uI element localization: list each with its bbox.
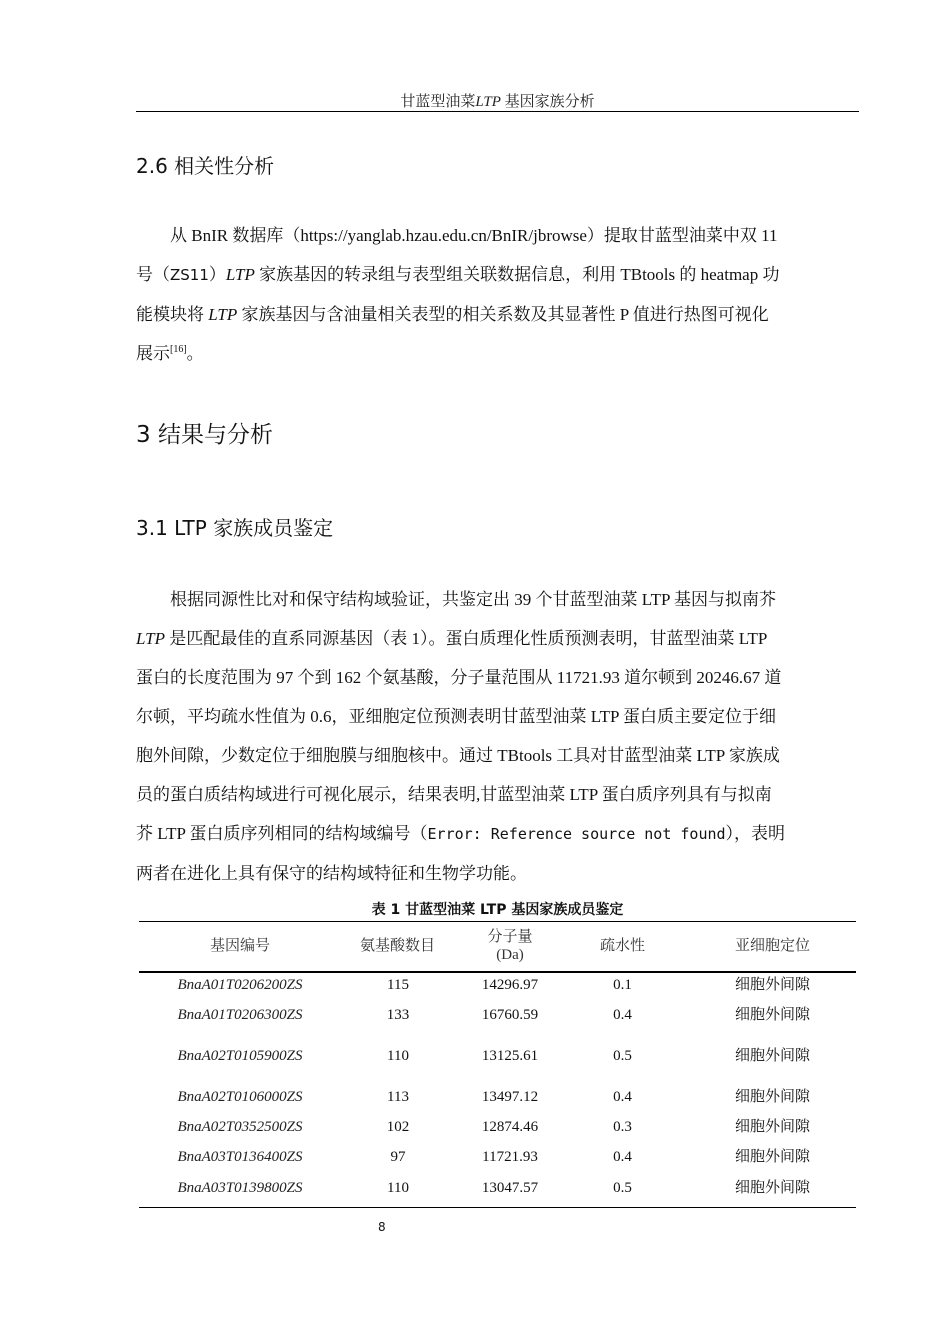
cell-hydrophobicity: 0.5	[613, 1048, 632, 1064]
cell-gene-id: BnaA03T0136400ZS	[177, 1149, 303, 1165]
para-line: 蛋白的长度范围为 97 个到 162 个氨基酸，分子量范围从 11721.93 道尔顿到 20246.67 道	[136, 668, 782, 687]
reference-error-field[interactable]: Error: Reference source not found	[427, 825, 726, 843]
para-line: 能模块将 LTP 家族基因与含油量相关表型的相关系数及其显著性 P 值进行热图可视化	[136, 305, 769, 324]
cell-molecular-weight: 13497.12	[481, 1089, 539, 1105]
cell-amino-acids: 133	[386, 1007, 410, 1023]
cell-molecular-weight: 11721.93	[482, 1149, 538, 1165]
para-line: 尔顿，平均疏水性值为 0.6，亚细胞定位预测表明甘蓝型油菜 LTP 蛋白质主要定位于细	[136, 707, 777, 726]
cell-molecular-weight: 13047.57	[481, 1180, 539, 1196]
para-line: LTP 是匹配最佳的直系同源基因（表 1）。蛋白质理化性质预测表明，甘蓝型油菜 LTP	[136, 629, 768, 648]
para-line: 展示[16]。	[136, 344, 204, 363]
cell-gene-id: BnaA02T0106000ZS	[177, 1089, 303, 1105]
cell-hydrophobicity: 0.1	[613, 977, 632, 993]
cell-location: 细胞外间隙	[734, 977, 810, 993]
column-header-molecular-weight: 分子量 (Da)	[487, 929, 533, 963]
section-3-1-heading: 3.1 LTP 家族成员鉴定	[136, 516, 334, 540]
running-header	[136, 90, 859, 111]
cell-gene-id: BnaA01T0206300ZS	[177, 1007, 303, 1023]
cell-amino-acids: 110	[387, 1180, 409, 1196]
para-line: 胞外间隙，少数定位于细胞膜与细胞核中。通过 TBtools 工具对甘蓝型油菜 LTP 家族成	[136, 746, 780, 765]
para-line: 员的蛋白质结构域进行可视化展示，结果表明,甘蓝型油菜 LTP 蛋白质序列具有与拟南	[136, 785, 772, 804]
column-header-subcellular-location: 亚细胞定位	[734, 938, 810, 954]
cell-amino-acids: 102	[386, 1119, 410, 1135]
cell-amino-acids: 113	[387, 1089, 409, 1105]
header-title-suffix: 基因家族分析	[500, 94, 595, 110]
cell-hydrophobicity: 0.4	[613, 1149, 632, 1165]
cell-amino-acids: 115	[387, 977, 409, 993]
header-title-prefix: 甘蓝型油菜	[400, 94, 476, 110]
cell-hydrophobicity: 0.5	[613, 1180, 632, 1196]
cell-location: 细胞外间隙	[734, 1089, 810, 1105]
section-3-1-paragraph	[136, 580, 859, 893]
cell-location: 细胞外间隙	[734, 1149, 810, 1165]
page-number: 8	[378, 1220, 386, 1234]
para-line: 从 BnIR 数据库（https://yanglab.hzau.edu.cn/BnIR/jbrowse）提取甘蓝型油菜中双 11	[170, 226, 778, 245]
table-bottom-rule	[139, 1207, 856, 1208]
header-rule	[136, 111, 859, 112]
cell-molecular-weight: 13125.61	[481, 1048, 539, 1064]
cell-gene-id: BnaA03T0139800ZS	[177, 1180, 303, 1196]
para-line: 根据同源性比对和保守结构域验证，共鉴定出 39 个甘蓝型油菜 LTP 基因与拟南芥	[170, 590, 777, 609]
cell-molecular-weight: 16760.59	[481, 1007, 539, 1023]
cell-gene-id: BnaA02T0105900ZS	[177, 1048, 303, 1064]
section-3-heading: 3 结果与分析	[136, 422, 273, 448]
para-line: 芥 LTP 蛋白质序列相同的结构域编号（Error: Reference source not found），表明	[136, 824, 786, 843]
para-line: 号（ZS11）LTP 家族基因的转录组与表型组关联数据信息，利用 TBtools 的 heatmap 功	[136, 265, 780, 284]
column-header-hydrophobicity: 疏水性	[599, 938, 645, 954]
cell-location: 细胞外间隙	[734, 1119, 810, 1135]
cell-location: 细胞外间隙	[734, 1048, 810, 1064]
column-header-gene-id: 基因编号	[209, 938, 270, 954]
cell-hydrophobicity: 0.4	[613, 1089, 632, 1105]
cell-gene-id: BnaA01T0206200ZS	[177, 977, 303, 993]
section-2-6-paragraph	[136, 216, 859, 373]
cell-hydrophobicity: 0.4	[613, 1007, 632, 1023]
column-header-amino-acid-count: 氨基酸数目	[359, 938, 435, 954]
cell-amino-acids: 97	[390, 1149, 406, 1165]
table-caption: 表 1 甘蓝型油菜 LTP 基因家族成员鉴定	[371, 902, 624, 918]
zs11-text: ZS11	[170, 266, 209, 284]
cell-location: 细胞外间隙	[734, 1007, 810, 1023]
cell-molecular-weight: 14296.97	[481, 977, 539, 993]
cell-location: 细胞外间隙	[734, 1180, 810, 1196]
cell-molecular-weight: 12874.46	[481, 1119, 539, 1135]
section-2-6-heading: 2.6 相关性分析	[136, 154, 275, 178]
para-line: 两者在进化上具有保守的结构域特征和生物学功能。	[136, 864, 527, 883]
cell-gene-id: BnaA02T0352500ZS	[177, 1119, 303, 1135]
cell-amino-acids: 110	[387, 1048, 409, 1064]
citation-16[interactable]: [16]	[170, 344, 187, 355]
cell-hydrophobicity: 0.3	[613, 1119, 632, 1135]
header-title-italic: LTP	[475, 94, 501, 110]
